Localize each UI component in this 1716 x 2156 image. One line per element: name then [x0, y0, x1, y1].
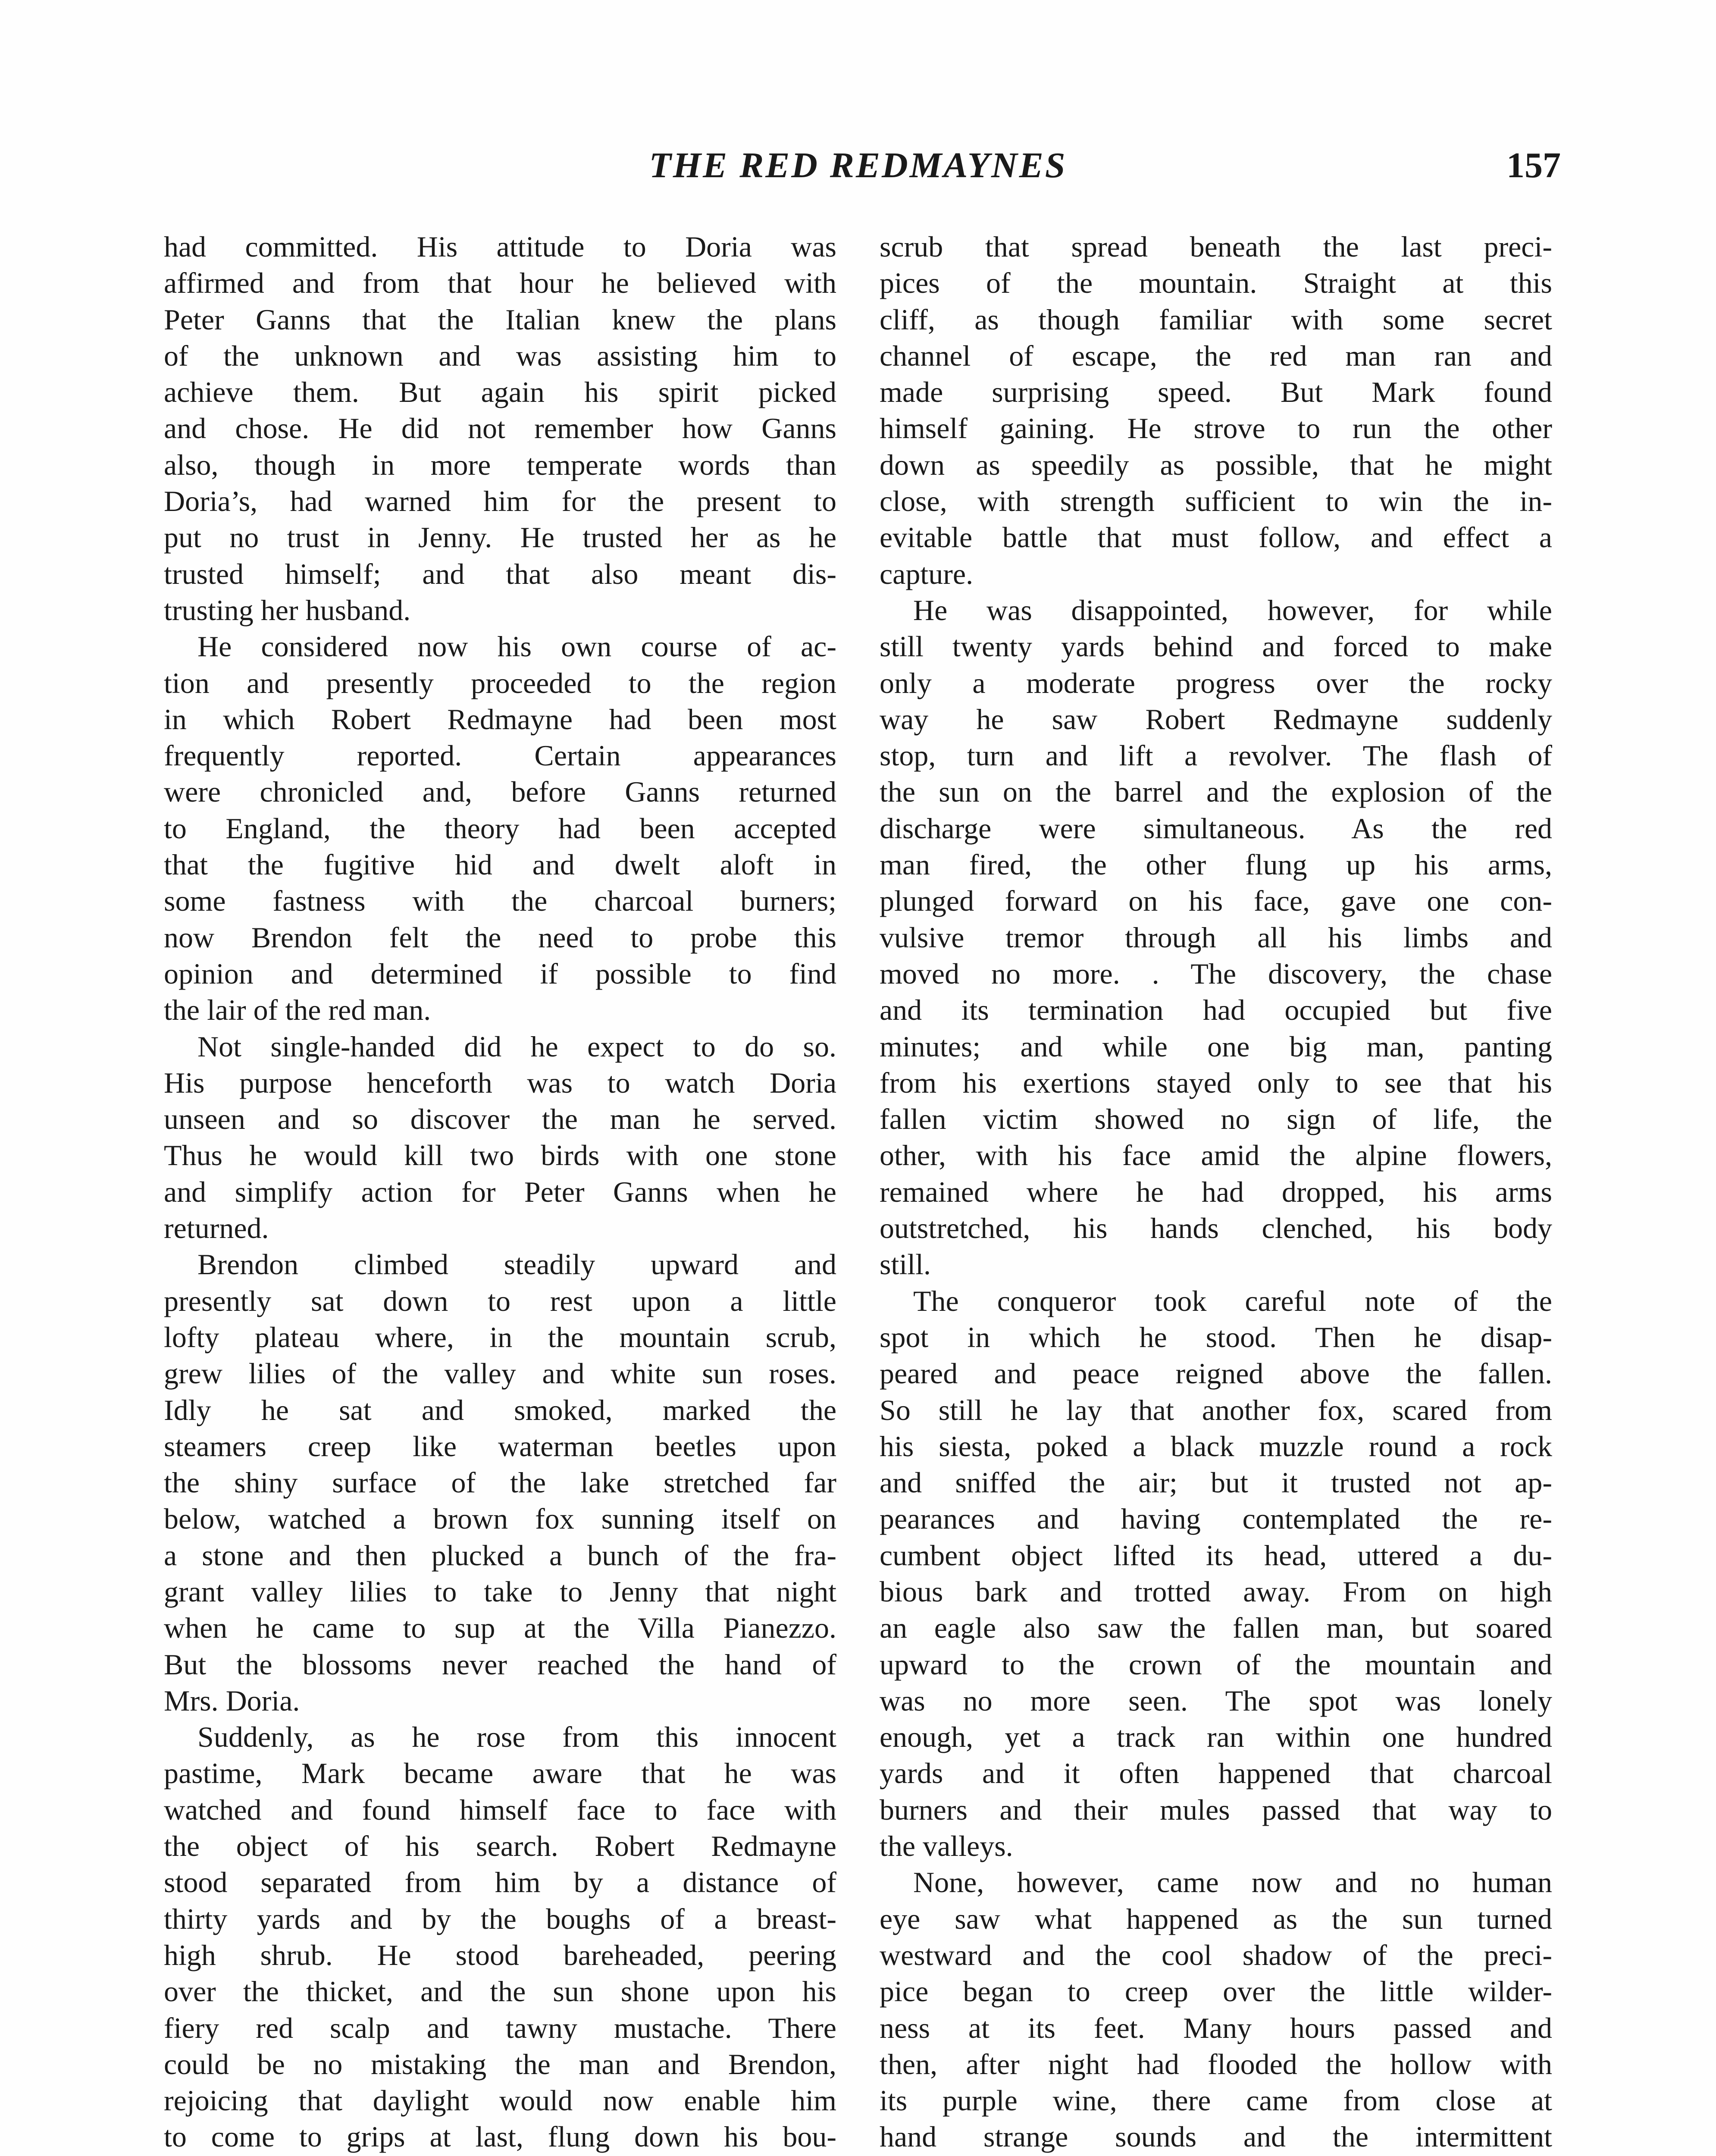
text-line: westward and the cool shadow of the preci-: [880, 1938, 1552, 1971]
text-line: could be no mistaking the man and Brendon,: [164, 2047, 836, 2081]
text-line: returned.: [164, 1212, 269, 1245]
text-line: Doria’s, had warned him for the present to: [164, 485, 836, 518]
text-line: stop, turn and lift a revolver. The flash of: [880, 739, 1552, 772]
text-line: an eagle also saw the fallen man, but soared: [880, 1611, 1552, 1645]
text-line: lofty plateau where, in the mountain scrub,: [164, 1320, 836, 1354]
text-line: outstretched, his hands clenched, his body: [880, 1212, 1552, 1245]
text-line: discharge were simultaneous. As the red: [880, 812, 1552, 845]
text-line: was no more seen. The spot was lonely: [880, 1684, 1552, 1717]
text-line: cumbent object lifted its head, uttered a du-: [880, 1539, 1552, 1572]
text-line: had committed. His attitude to Doria was: [164, 230, 836, 263]
text-line: himself gaining. He strove to run the other: [880, 412, 1552, 445]
page-number: 157: [1506, 145, 1561, 185]
text-line: fallen victim showed no sign of life, the: [880, 1103, 1552, 1136]
text-line: affirmed and from that hour he believed with: [164, 266, 836, 300]
text-line: also, though in more temperate words than: [164, 448, 836, 481]
text-line: scrub that spread beneath the last preci-: [880, 230, 1552, 263]
text-line: over the thicket, and the sun shone upon his: [164, 1975, 836, 2008]
text-line: and sniffed the air; but it trusted not ap-: [880, 1466, 1552, 1499]
text-line: hand strange sounds and the intermittent: [880, 2120, 1552, 2153]
text-line: cliff, as though familiar with some secret: [880, 303, 1552, 336]
text-line: Brendon climbed steadily upward and: [197, 1248, 836, 1281]
text-line: achieve them. But again his spirit picked: [164, 376, 836, 409]
text-line: the shiny surface of the lake stretched far: [164, 1466, 836, 1499]
text-line: None, however, came now and no human: [913, 1866, 1552, 1899]
text-line: ness at its feet. Many hours passed and: [880, 2011, 1552, 2044]
text-line: still twenty yards behind and forced to make: [880, 630, 1552, 663]
text-line: Suddenly, as he rose from this innocent: [197, 1720, 836, 1754]
text-line: grew lilies of the valley and white sun roses.: [164, 1357, 836, 1390]
text-line: trusting her husband.: [164, 593, 411, 627]
text-line: rejoicing that daylight would now enable him: [164, 2084, 836, 2117]
text-line: peared and peace reigned above the fallen.: [880, 1357, 1552, 1390]
text-line: frequently reported. Certain appearances: [164, 739, 836, 772]
text-line: grant valley lilies to take to Jenny that night: [164, 1575, 836, 1608]
text-line: and chose. He did not remember how Ganns: [164, 412, 836, 445]
text-line: He was disappointed, however, for while: [913, 593, 1552, 627]
text-line: Thus he would kill two birds with one stone: [164, 1139, 836, 1172]
text-line: a stone and then plucked a bunch of the fra-: [164, 1539, 836, 1572]
text-line: channel of escape, the red man ran and: [880, 339, 1552, 372]
text-line: tion and presently proceeded to the region: [164, 666, 836, 699]
text-line: Not single-handed did he expect to do so.: [197, 1030, 836, 1063]
text-line: the lair of the red man.: [164, 993, 431, 1027]
text-line: pice began to creep over the little wilder-: [880, 1975, 1552, 2008]
text-line: bious bark and trotted away. From on high: [880, 1575, 1552, 1608]
text-line: burners and their mules passed that way to: [880, 1793, 1552, 1826]
text-line: spot in which he stood. Then he disap-: [880, 1320, 1552, 1354]
text-line: way he saw Robert Redmayne suddenly: [880, 702, 1552, 736]
text-line: So still he lay that another fox, scared from: [880, 1393, 1552, 1426]
text-line: man fired, the other flung up his arms,: [880, 848, 1552, 881]
text-line: trusted himself; and that also meant dis-: [164, 557, 836, 590]
text-line: that the fugitive hid and dwelt aloft in: [164, 848, 836, 881]
text-line: minutes; and while one big man, panting: [880, 1030, 1552, 1063]
text-line: unseen and so discover the man he served.: [164, 1103, 836, 1136]
text-line: His purpose henceforth was to watch Doria: [164, 1066, 836, 1099]
text-line: put no trust in Jenny. He trusted her as he: [164, 521, 836, 554]
running-title: THE RED REDMAYNES: [649, 145, 1067, 185]
text-line: close, with strength sufficient to win the in-: [880, 485, 1552, 518]
text-line: in which Robert Redmayne had been most: [164, 702, 836, 736]
text-line: still.: [880, 1248, 931, 1281]
text-line: its purple wine, there came from close at: [880, 2084, 1552, 2117]
text-line: evitable battle that must follow, and effect a: [880, 521, 1552, 554]
text-line: some fastness with the charcoal burners;: [164, 884, 836, 918]
text-line: enough, yet a track ran within one hundred: [880, 1720, 1552, 1754]
text-line: remained where he had dropped, his arms: [880, 1175, 1552, 1208]
text-line: then, after night had flooded the hollow with: [880, 2047, 1552, 2081]
text-line: made surprising speed. But Mark found: [880, 376, 1552, 409]
text-line: below, watched a brown fox sunning itself on: [164, 1502, 836, 1536]
text-line: Mrs. Doria.: [164, 1684, 300, 1717]
text-line: Idly he sat and smoked, marked the: [164, 1393, 836, 1426]
text-line: the object of his search. Robert Redmayne: [164, 1830, 836, 1863]
text-column-left: [164, 229, 836, 2156]
text-line: vulsive tremor through all his limbs and: [880, 921, 1552, 954]
text-line: to come to grips at last, flung down his bou-: [164, 2120, 836, 2153]
text-line: The conqueror took careful note of the: [913, 1284, 1552, 1317]
text-line: of the unknown and was assisting him to: [164, 339, 836, 372]
text-line: yards and it often happened that charcoal: [880, 1757, 1552, 1790]
text-line: from his exertions stayed only to see that his: [880, 1066, 1552, 1099]
text-line: other, with his face amid the alpine flowers,: [880, 1139, 1552, 1172]
text-line: to England, the theory had been accepted: [164, 812, 836, 845]
text-line: were chronicled and, before Ganns returned: [164, 775, 836, 808]
text-line: plunged forward on his face, gave one con-: [880, 884, 1552, 918]
text-line: and its termination had occupied but five: [880, 993, 1552, 1027]
text-line: watched and found himself face to face with: [164, 1793, 836, 1826]
text-line: only a moderate progress over the rocky: [880, 666, 1552, 699]
text-line: stood separated from him by a distance of: [164, 1866, 836, 1899]
text-line: fiery red scalp and tawny mustache. There: [164, 2011, 836, 2044]
text-line: when he came to sup at the Villa Pianezzo.: [164, 1611, 836, 1645]
text-line: now Brendon felt the need to probe this: [164, 921, 836, 954]
text-line: the sun on the barrel and the explosion of the: [880, 775, 1552, 808]
text-line: and simplify action for Peter Ganns when he: [164, 1175, 836, 1208]
text-line: pearances and having contemplated the re-: [880, 1502, 1552, 1536]
text-line: capture.: [880, 557, 974, 590]
text-line: upward to the crown of the mountain and: [880, 1648, 1552, 1681]
text-line: But the blossoms never reached the hand of: [164, 1648, 836, 1681]
text-line: eye saw what happened as the sun turned: [880, 1902, 1552, 1935]
text-line: presently sat down to rest upon a little: [164, 1284, 836, 1317]
text-line: down as speedily as possible, that he might: [880, 448, 1552, 481]
text-line: opinion and determined if possible to find: [164, 957, 836, 990]
text-line: Peter Ganns that the Italian knew the plans: [164, 303, 836, 336]
text-line: the valleys.: [880, 1830, 1013, 1863]
text-line: pices of the mountain. Straight at this: [880, 266, 1552, 300]
text-line: moved no more. . The discovery, the chase: [880, 957, 1552, 990]
text-column-right: [880, 229, 1552, 2156]
text-line: pastime, Mark became aware that he was: [164, 1757, 836, 1790]
text-line: steamers creep like waterman beetles upon: [164, 1429, 836, 1463]
text-line: He considered now his own course of ac-: [197, 630, 836, 663]
text-line: his siesta, poked a black muzzle round a rock: [880, 1429, 1552, 1463]
text-line: thirty yards and by the boughs of a breast-: [164, 1902, 836, 1935]
text-line: high shrub. He stood bareheaded, peering: [164, 1938, 836, 1971]
